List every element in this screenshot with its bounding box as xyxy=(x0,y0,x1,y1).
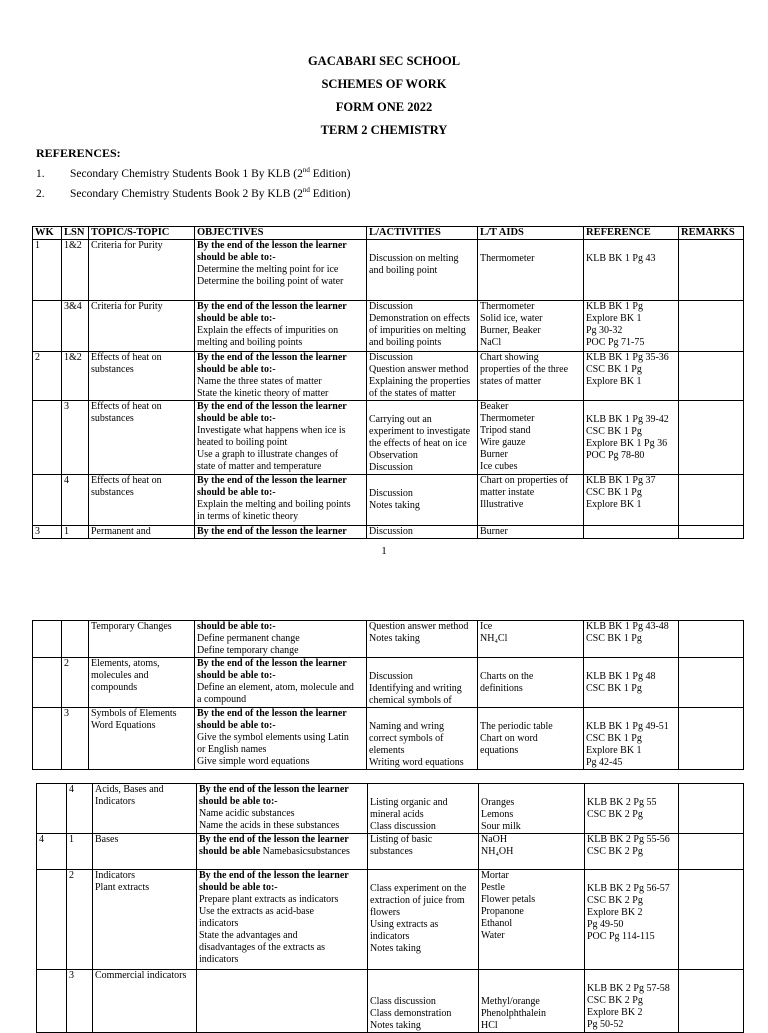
cell-lesson: 1 xyxy=(67,834,93,870)
cell-aids: Beaker Thermometer Tripod stand Wire gauze Burner Ice cubes xyxy=(478,401,584,475)
cell-objectives: By the end of the lesson the learner xyxy=(195,526,367,539)
cell-reference: KLB BK 1 Pg 35-36 CSC BK 1 Pg Explore BK 1 xyxy=(584,352,679,401)
cell-week xyxy=(37,970,67,1033)
col-lsn: LSN xyxy=(62,227,89,240)
cell-week xyxy=(33,621,62,658)
table-row xyxy=(33,658,744,708)
form-title: FORM ONE 2022 xyxy=(335,100,433,114)
cell-lesson: 3 xyxy=(62,401,89,475)
cell-activities: Discussion xyxy=(367,526,478,539)
cell-objectives: By the end of the lesson the learner should be able to:- Prepare plant extracts as indicators Use the extracts as acid-base indicators State the advantages and disadvantages of the extracts as indicators xyxy=(197,870,368,970)
cell-objectives: By the end of the lesson the learner should be able to:- Define an element, atom, molecule and a compound xyxy=(195,658,367,708)
cell-activities: Naming and wring correct symbols of elements Writing word equations xyxy=(367,708,478,770)
table-row xyxy=(37,834,744,870)
cell-week xyxy=(33,708,62,770)
cell-remarks xyxy=(679,708,744,770)
cell-remarks xyxy=(679,870,744,970)
cell-lesson: 3 xyxy=(62,708,89,770)
cell-lesson: 3 xyxy=(67,970,93,1033)
table-row xyxy=(33,401,744,475)
col-aids: L/T AIDS xyxy=(478,227,584,240)
cell-aids: Thermometer xyxy=(478,240,584,301)
cell-lesson: 1&2 xyxy=(62,352,89,401)
cell-week xyxy=(33,658,62,708)
col-activities: L/ACTIVITIES xyxy=(367,227,478,240)
table-row xyxy=(37,784,744,834)
cell-aids: Chart on properties of matter instate Illustrative xyxy=(478,475,584,526)
cell-aids: Burner xyxy=(478,526,584,539)
cell-lesson xyxy=(62,621,89,658)
cell-aids: NaOH NH₄OH xyxy=(479,834,585,870)
cell-aids: Methyl/orange Phenolphthalein HCl xyxy=(479,970,585,1033)
reference-item: 2. Secondary Chemistry Students Book 2 By KLB (2nd Edition) xyxy=(36,186,351,200)
scheme-table-3 xyxy=(36,783,744,1033)
cell-objectives: By the end of the lesson the learner should be able to:- Name acidic substances Name the acids in these substances xyxy=(197,784,368,834)
cell-reference: KLB BK 1 Pg Explore BK 1 Pg 30-32 POC Pg 71-75 xyxy=(584,301,679,352)
cell-reference: KLB BK 1 Pg 37 CSC BK 1 Pg Explore BK 1 xyxy=(584,475,679,526)
cell-objectives: By the end of the lesson the learner should be able to:- Explain the melting and boiling points in terms of kinetic theory xyxy=(195,475,367,526)
cell-week: 3 xyxy=(33,526,62,539)
cell-topic: Bases xyxy=(93,834,197,870)
cell-lesson: 1&2 xyxy=(62,240,89,301)
cell-lesson: 1 xyxy=(62,526,89,539)
cell-reference: KLB BK 2 Pg 56-57 CSC BK 2 Pg Explore BK 2 Pg 49-50 POC Pg 114-115 xyxy=(585,870,679,970)
cell-topic: Criteria for Purity xyxy=(89,240,195,301)
cell-aids: Charts on the definitions xyxy=(478,658,584,708)
cell-objectives: By the end of the lesson the learner should be able to:- Investigate what happens when ice is heated to boiling point Use a graph to illustrate changes of state of matter and temperature xyxy=(195,401,367,475)
cell-remarks xyxy=(679,301,744,352)
cell-remarks xyxy=(679,401,744,475)
cell-aids: Chart showing properties of the three states of matter xyxy=(478,352,584,401)
reference-item: 1. Secondary Chemistry Students Book 1 By KLB (2nd Edition) xyxy=(36,166,351,180)
cell-objectives: By the end of the lesson the learner should be able Namebasicsubstances xyxy=(197,834,368,870)
table-header-row xyxy=(33,227,744,240)
cell-lesson: 2 xyxy=(67,870,93,970)
col-remarks: REMARKS xyxy=(679,227,744,240)
scheme-table-2 xyxy=(32,620,744,770)
cell-topic: Acids, Bases and Indicators xyxy=(93,784,197,834)
cell-aids: Mortar Pestle Flower petals Propanone Ethanol Water xyxy=(479,870,585,970)
cell-remarks xyxy=(679,526,744,539)
cell-reference: KLB BK 1 Pg 48 CSC BK 1 Pg xyxy=(584,658,679,708)
cell-reference: KLB BK 1 Pg 49-51 CSC BK 1 Pg Explore BK 1 Pg 42-45 xyxy=(584,708,679,770)
cell-topic: Effects of heat on substances xyxy=(89,352,195,401)
cell-activities: Discussion Demonstration on effects of impurities on melting and boiling points xyxy=(367,301,478,352)
cell-week xyxy=(37,870,67,970)
cell-objectives: should be able to:- Define permanent change Define temporary change xyxy=(195,621,367,658)
reference-number: 2. xyxy=(36,187,45,200)
cell-activities: Listing organic and mineral acids Class discussion xyxy=(368,784,479,834)
cell-remarks xyxy=(679,475,744,526)
cell-reference: KLB BK 1 Pg 43 xyxy=(584,240,679,301)
table-row xyxy=(37,970,744,1033)
cell-lesson: 4 xyxy=(62,475,89,526)
cell-topic: Temporary Changes xyxy=(89,621,195,658)
cell-reference: KLB BK 2 Pg 55 CSC BK 2 Pg xyxy=(585,784,679,834)
cell-objectives xyxy=(197,970,368,1033)
cell-activities: Listing of basic substances xyxy=(368,834,479,870)
cell-reference xyxy=(584,526,679,539)
table-row xyxy=(33,621,744,658)
cell-objectives: By the end of the lesson the learner should be able to:- Give the symbol elements using Latin or English names Give simple word equations xyxy=(195,708,367,770)
cell-week xyxy=(33,301,62,352)
cell-remarks xyxy=(679,352,744,401)
cell-lesson: 3&4 xyxy=(62,301,89,352)
cell-activities: Class discussion Class demonstration Notes taking xyxy=(368,970,479,1033)
cell-aids: Thermometer Solid ice, water Burner, Beaker NaCl xyxy=(478,301,584,352)
document-title: SCHEMES OF WORK xyxy=(321,77,447,91)
cell-activities: Question answer method Notes taking xyxy=(367,621,478,658)
cell-topic: Criteria for Purity xyxy=(89,301,195,352)
col-objectives: OBJECTIVES xyxy=(195,227,367,240)
reference-number: 1. xyxy=(36,167,45,180)
cell-reference: KLB BK 2 Pg 57-58 CSC BK 2 Pg Explore BK 2 Pg 50-52 xyxy=(585,970,679,1033)
scheme-table-1 xyxy=(32,226,744,539)
cell-activities: Discussion Identifying and writing chemical symbols of xyxy=(367,658,478,708)
cell-objectives: By the end of the lesson the learner should be able to:- Determine the melting point for ice Determine the boiling point of water xyxy=(195,240,367,301)
cell-topic: Effects of heat on substances xyxy=(89,401,195,475)
school-name: GACABARI SEC SCHOOL xyxy=(307,54,461,68)
table-row xyxy=(33,475,744,526)
table-row xyxy=(37,870,744,970)
cell-reference: KLB BK 1 Pg 39-42 CSC BK 1 Pg Explore BK 1 Pg 36 POC Pg 78-80 xyxy=(584,401,679,475)
table-row xyxy=(33,526,744,539)
col-wk: WK xyxy=(33,227,62,240)
cell-activities: Discussion Question answer method Explaining the properties of the states of matter xyxy=(367,352,478,401)
col-topic: TOPIC/S-TOPIC xyxy=(89,227,195,240)
cell-lesson: 2 xyxy=(62,658,89,708)
references-heading: REFERENCES: xyxy=(36,146,121,160)
cell-week: 2 xyxy=(33,352,62,401)
table-row xyxy=(33,352,744,401)
col-reference: REFERENCE xyxy=(584,227,679,240)
cell-topic: Commercial indicators xyxy=(93,970,197,1033)
cell-topic: Effects of heat on substances xyxy=(89,475,195,526)
cell-lesson: 4 xyxy=(67,784,93,834)
cell-remarks xyxy=(679,240,744,301)
cell-objectives: By the end of the lesson the learner should be able to:- Explain the effects of impurities on melting and boiling points xyxy=(195,301,367,352)
cell-week xyxy=(37,784,67,834)
cell-reference: KLB BK 1 Pg 43-48 CSC BK 1 Pg xyxy=(584,621,679,658)
cell-aids: The periodic table Chart on word equations xyxy=(478,708,584,770)
cell-remarks xyxy=(679,621,744,658)
cell-week: 4 xyxy=(37,834,67,870)
cell-remarks xyxy=(679,658,744,708)
cell-activities: Discussion Notes taking xyxy=(367,475,478,526)
cell-reference: KLB BK 2 Pg 55-56 CSC BK 2 Pg xyxy=(585,834,679,870)
page-number: 1 xyxy=(381,545,387,557)
cell-activities: Carrying out an experiment to investigate the effects of heat on ice Observation Discussion xyxy=(367,401,478,475)
cell-aids: Ice NH₄Cl xyxy=(478,621,584,658)
cell-topic: Indicators Plant extracts xyxy=(93,870,197,970)
cell-objectives: By the end of the lesson the learner should be able to:- Name the three states of matter State the kinetic theory of matter xyxy=(195,352,367,401)
cell-week: 1 xyxy=(33,240,62,301)
cell-week xyxy=(33,401,62,475)
cell-activities: Discussion on melting and boiling point xyxy=(367,240,478,301)
table-row xyxy=(33,708,744,770)
table-row xyxy=(33,301,744,352)
table-row xyxy=(33,240,744,301)
cell-aids: Oranges Lemons Sour milk xyxy=(479,784,585,834)
cell-activities: Class experiment on the extraction of juice from flowers Using extracts as indicators Notes taking xyxy=(368,870,479,970)
cell-topic: Permanent and xyxy=(89,526,195,539)
cell-week xyxy=(33,475,62,526)
cell-topic: Elements, atoms, molecules and compounds xyxy=(89,658,195,708)
cell-topic: Symbols of Elements Word Equations xyxy=(89,708,195,770)
cell-remarks xyxy=(679,970,744,1033)
cell-remarks xyxy=(679,784,744,834)
cell-remarks xyxy=(679,834,744,870)
term-title: TERM 2 CHEMISTRY xyxy=(320,123,448,137)
